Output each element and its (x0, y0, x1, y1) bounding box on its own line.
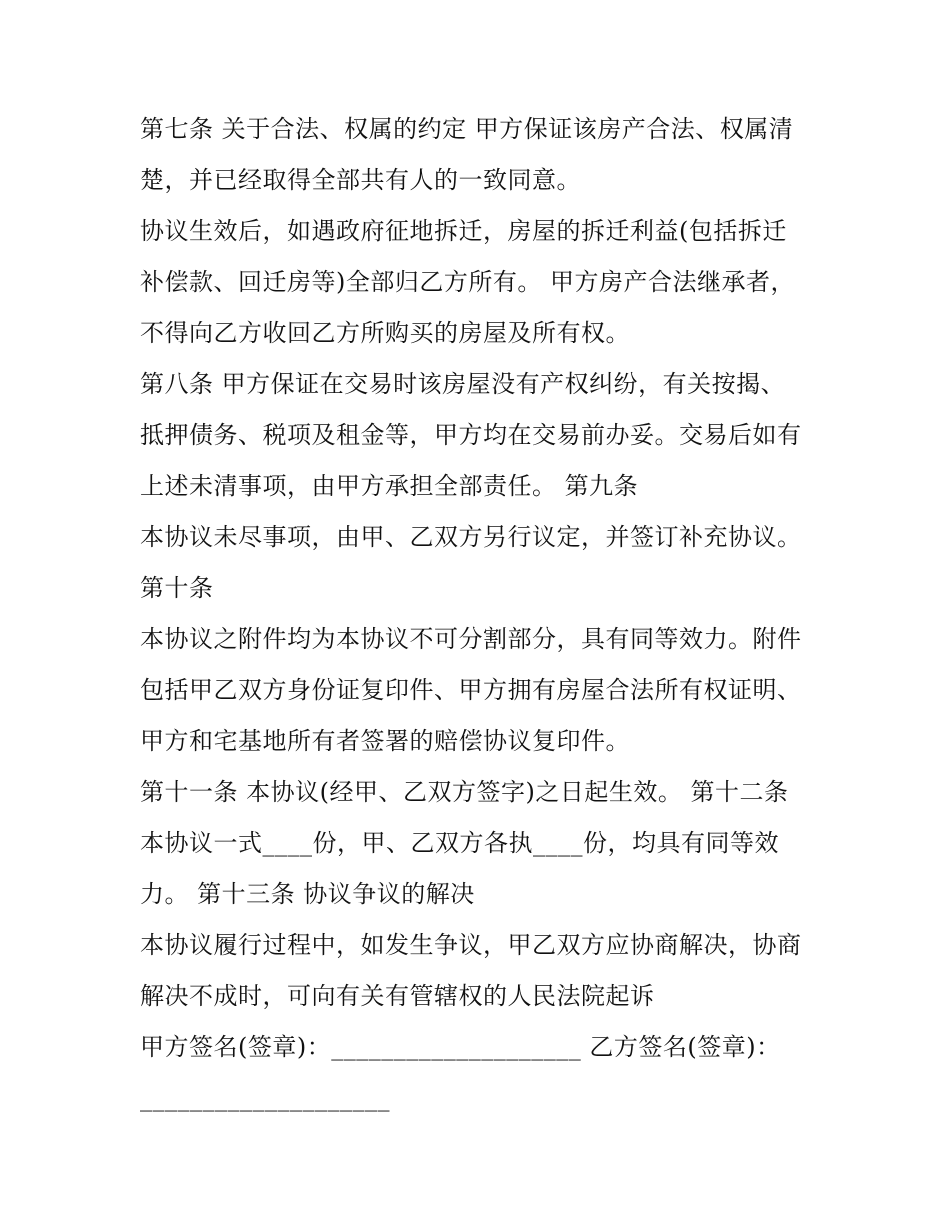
article-7-line-2: 楚，并已经取得全部共有人的一致同意。 (140, 166, 581, 194)
document-body (140, 104, 830, 1124)
article-10-line-3: 甲方和宅基地所有者签署的赔偿协议复印件。 (140, 727, 630, 755)
article-9-text: 本协议未尽事项，由甲、乙双方另行议定，并签订补充协议。 (140, 523, 802, 551)
article-11-line: 第十一条 本协议(经甲、乙双方签字)之日起生效。 第十二条 (140, 778, 789, 806)
article-13-line-1: 本协议履行过程中，如发生争议，甲乙双方应协商解决，协商 (140, 931, 802, 959)
article-8-line-2: 抵押债务、税项及租金等，甲方均在交易前办妥。交易后如有 (140, 421, 802, 449)
article-10-heading: 第十条 (140, 574, 214, 602)
article-8-line-3: 上述未清事项，由甲方承担全部责任。 第九条 (140, 472, 639, 500)
article-10-line-1: 本协议之附件均为本协议不可分割部分，具有同等效力。附件 (140, 625, 802, 653)
article-12-line-1: 本协议一式____份，甲、乙双方各执____份，均具有同等效 (140, 829, 779, 857)
article-8-line-1: 第八条 甲方保证在交易时该房屋没有产权纠纷，有关按揭、 (140, 370, 786, 398)
signature-blank-line: ____________________ (140, 1084, 390, 1112)
article-10-line-2: 包括甲乙双方身份证复印件、甲方拥有房屋合法所有权证明、 (140, 676, 802, 704)
article-13-line-2: 解决不成时，可向有关有管辖权的人民法院起诉 (140, 982, 655, 1010)
signature-line: 甲方签名(签章)：____________________ 乙方签名(签章)： (140, 1033, 781, 1061)
article-7-line-1: 第七条 关于合法、权属的约定 甲方保证该房产合法、权属清 (140, 115, 794, 143)
demolition-clause-line-3: 不得向乙方收回乙方所购买的房屋及所有权。 (140, 319, 630, 347)
demolition-clause-line-1: 协议生效后，如遇政府征地拆迁，房屋的拆迁利益(包括拆迁 (140, 217, 787, 245)
demolition-clause-line-2: 补偿款、回迁房等)全部归乙方所有。 甲方房产合法继承者， (140, 268, 795, 296)
article-12-line-2: 力。 第十三条 协议争议的解决 (140, 880, 475, 908)
